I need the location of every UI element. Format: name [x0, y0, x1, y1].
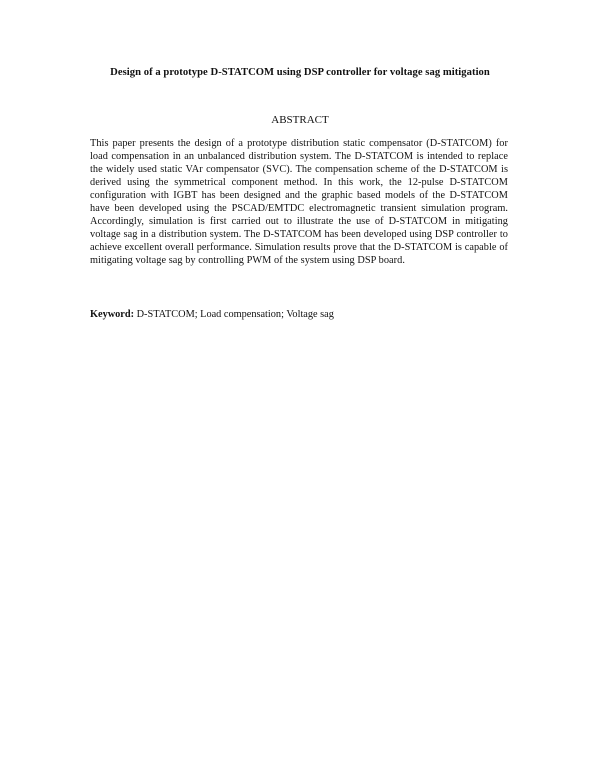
keywords-text: D-STATCOM; Load compensation; Voltage sag — [134, 309, 334, 320]
paper-title: Design of a prototype D-STATCOM using DSP controller for voltage sag mitigation — [110, 67, 490, 78]
keywords-label: Keyword: — [90, 309, 135, 320]
abstract-body: This paper presents the design of a prototype distribution static compensator (D-STATCOM) for load compensation in an unbalanced distribution system. The D-STATCOM is intended to replace the widely used static VAr compensator (SVC). The compensation scheme of the D-STATCOM is derived using the symmetrical component method. In this work, the 12-pulse D-STATCOM configuration with IGBT has been designed and the graphic based models of the D-STATCOM have been developed using the PSCAD/EMTDC electromagnetic transient simulation program. Accordingly, simulation is first carried out to illustrate the use of D-STATCOM in mitigating voltage sag in a distribution system. The D-STATCOM has been developed using DSP controller to achieve excellent overall performance. Simulation results prove that the D-STATCOM is capable of mitigating voltage sag by controlling PWM of the system using DSP board. — [90, 138, 508, 267]
abstract-heading: ABSTRACT — [271, 114, 329, 126]
keywords-line — [90, 308, 508, 321]
